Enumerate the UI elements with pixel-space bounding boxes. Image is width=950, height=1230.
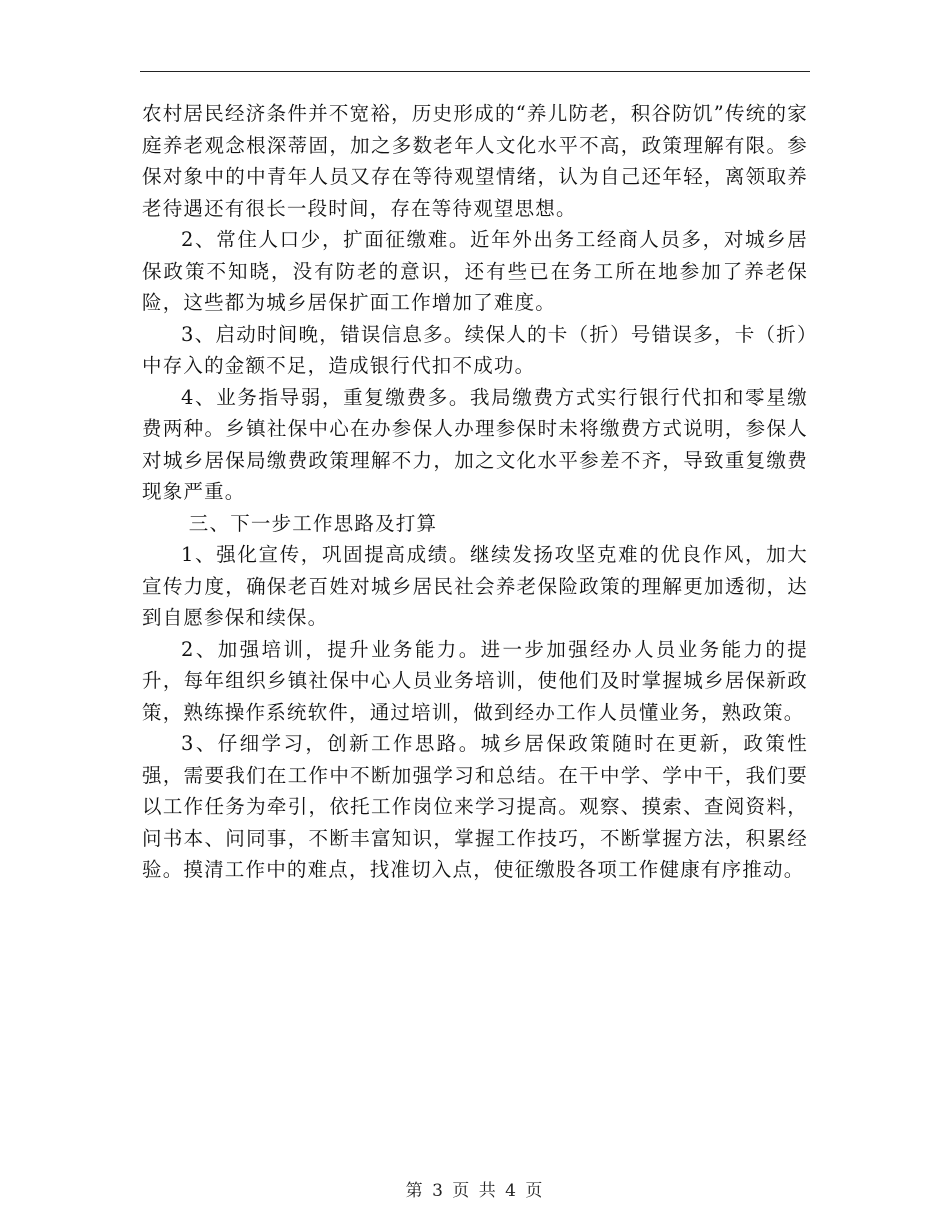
paragraph-item-2: 2、常住人口少，扩面征缴难。近年外出务工经商人员多，对城乡居保政策不知晓，没有防老的意识，还有些已在务工所在地参加了养老保险，这些都为城乡居保扩面工作增加了难度。: [142, 228, 808, 314]
section-paragraph-3: 3、仔细学习，创新工作思路。城乡居保政策随时在更新，政策性强，需要我们在工作中不断加强学习和总结。在干中学、学中干，我们要以工作任务为牵引，依托工作岗位来学习提高。观察、摸索、查阅资料，问书本、问同事，不断丰富知识，掌握工作技巧，不断掌握方法，积累经验。摸清工作中的难点，找准切入点，使征缴股各项工作健康有序推动。: [142, 732, 808, 881]
section-heading: 三、下一步工作思路及打算: [188, 511, 438, 535]
paragraph-continuation: 农村居民经济条件并不宽裕，历史形成的“养儿防老，积谷防饥”传统的家庭养老观念根深蒂固，加之多数老年人文化水平不高，政策理解有限。参保对象中的中青年人员又存在等待观望情绪，认为自己还年轻，离领取养老待遇还有很长一段时间，存在等待观望思想。: [142, 102, 808, 220]
page-number-footer: 第 3 页 共 4 页: [405, 1181, 545, 1201]
document-body: [142, 98, 808, 886]
header-rule: [140, 71, 810, 72]
section-paragraph-1: 1、强化宣传，巩固提高成绩。继续发扬攻坚克难的优良作风，加大宣传力度，确保老百姓对城乡居民社会养老保险政策的理解更加透彻，达到自愿参保和续保。: [142, 543, 808, 629]
paragraph-item-3: 3、启动时间晚，错误信息多。续保人的卡（折）号错误多，卡（折）中存入的金额不足，造成银行代扣不成功。: [142, 322, 808, 377]
section-paragraph-2: 2、加强培训，提升业务能力。进一步加强经办人员业务能力的提升，每年组织乡镇社保中心人员业务培训，使他们及时掌握城乡居保新政策，熟练操作系统软件，通过培训，做到经办工作人员懂业务，熟政策。: [142, 637, 808, 724]
paragraph-item-4: 4、业务指导弱，重复缴费多。我局缴费方式实行银行代扣和零星缴费两种。乡镇社保中心在办参保人办理参保时未将缴费方式说明，参保人对城乡居保局缴费政策理解不力，加之文化水平参差不齐，导致重复缴费现象严重。: [142, 385, 808, 503]
